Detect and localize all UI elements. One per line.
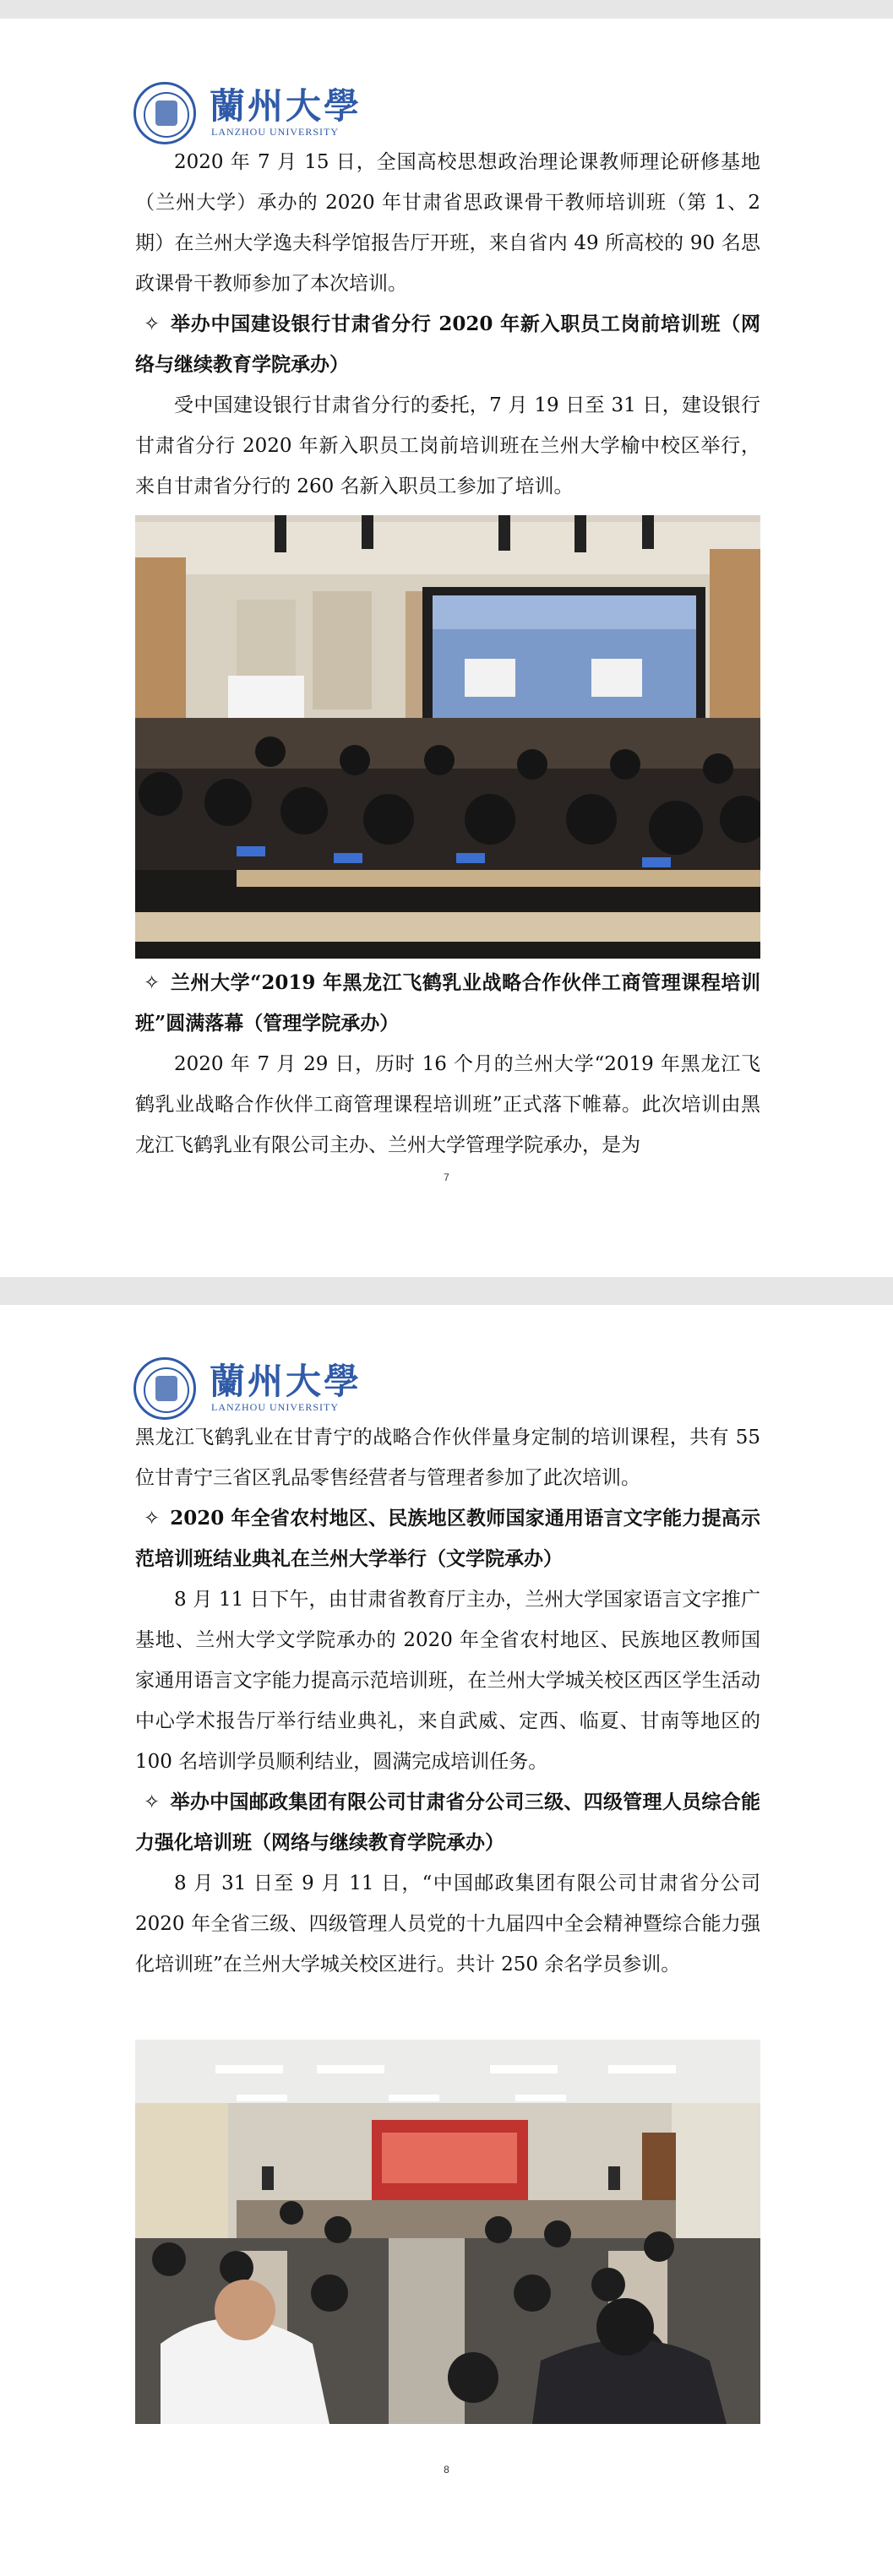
university-logo	[133, 1357, 362, 1425]
bullet-star-icon: ✧	[144, 1508, 161, 1530]
paragraph: 受中国建设银行甘肃省分行的委托，7 月 19 日至 31 日，建设银行甘肃省分行 2020 年新入职员工岗前培训班在兰州大学榆中校区举行，来自甘肃省分行的 260 名新入职员工参加了培训。	[135, 394, 760, 497]
logo-english-name: LANZHOU UNIVERSITY	[211, 1401, 339, 1413]
page-number: 7	[444, 1171, 449, 1183]
training-meeting-room-photo	[135, 2040, 760, 2424]
paragraph: 2020 年 7 月 29 日，历时 16 个月的兰州大学“2019 年黑龙江飞鹤乳业战略合作伙伴工商管理课程培训班”正式落下帷幕。此次培训由黑龙江飞鹤乳业有限公司主办、兰州大学管理学院承办，是为	[135, 1053, 760, 1156]
section-heading	[135, 304, 760, 385]
training-lecture-hall-photo	[135, 515, 760, 959]
logo-chinese-name: 蘭州大學	[210, 85, 362, 127]
paragraph: 2020 年 7 月 15 日，全国高校思想政治理论课教师理论研修基地（兰州大学）承办的 2020 年甘肃省思政课骨干教师培训班（第 1、2 期）在兰州大学逸夫科学馆报告厅开班，来自省内 49 所高校的 90 名思政课骨干教师参加了本次培训。	[135, 151, 760, 295]
section-heading-text: 兰州大学“2019 年黑龙江飞鹤乳业战略合作伙伴工商管理课程培训班”圆满落幕（管理学院承办）	[135, 971, 760, 1035]
university-logo	[133, 82, 362, 149]
page7-text-lower	[135, 963, 760, 1166]
paragraph: 8 月 31 日至 9 月 11 日，“中国邮政集团有限公司甘肃省分公司 2020 年全省三级、四级管理人员党的十九届四中全会精神暨综合能力强化培训班”在兰州大学城关校区进行。共计 250 余名学员参训。	[135, 1872, 760, 1975]
section-heading-text: 举办中国邮政集团有限公司甘肃省分公司三级、四级管理人员综合能力强化培训班（网络与继续教育学院承办）	[135, 1791, 760, 1854]
university-seal-icon	[133, 1357, 196, 1420]
document-page-8	[0, 1305, 893, 2576]
university-seal-icon	[133, 82, 196, 144]
bullet-star-icon: ✧	[144, 972, 161, 994]
section-heading	[135, 963, 760, 1044]
logo-chinese-name: 蘭州大學	[210, 1361, 362, 1402]
page8-text	[135, 1417, 760, 1985]
section-heading-text: 2020 年全省农村地区、民族地区教师国家通用语言文字能力提高示范培训班结业典礼在兰州大学举行（文学院承办）	[135, 1507, 760, 1570]
paragraph: 黑龙江飞鹤乳业在甘青宁的战略合作伙伴量身定制的培训课程，共有 55 位甘青宁三省区乳品零售经营者与管理者参加了此次培训。	[135, 1427, 760, 1489]
document-page-7	[0, 19, 893, 1277]
logo-english-name: LANZHOU UNIVERSITY	[211, 126, 339, 138]
section-heading-text: 举办中国建设银行甘肃省分行 2020 年新入职员工岗前培训班（网络与继续教育学院承办）	[135, 312, 760, 376]
section-heading	[135, 1782, 760, 1863]
bullet-star-icon: ✧	[144, 313, 161, 335]
page-number: 8	[444, 2464, 449, 2475]
section-heading	[135, 1498, 760, 1579]
paragraph: 8 月 11 日下午，由甘肃省教育厅主办，兰州大学国家语言文字推广基地、兰州大学文学院承办的 2020 年全省农村地区、民族地区教师国家通用语言文字能力提高示范培训班，在兰州大学城关校区西区学生活动中心学术报告厅举行结业典礼，来自武威、定西、临夏、甘南等地区的 100 名培训学员顺利结业，圆满完成培训任务。	[135, 1589, 760, 1773]
page7-text-upper	[135, 142, 760, 507]
bullet-star-icon: ✧	[144, 1791, 161, 1813]
